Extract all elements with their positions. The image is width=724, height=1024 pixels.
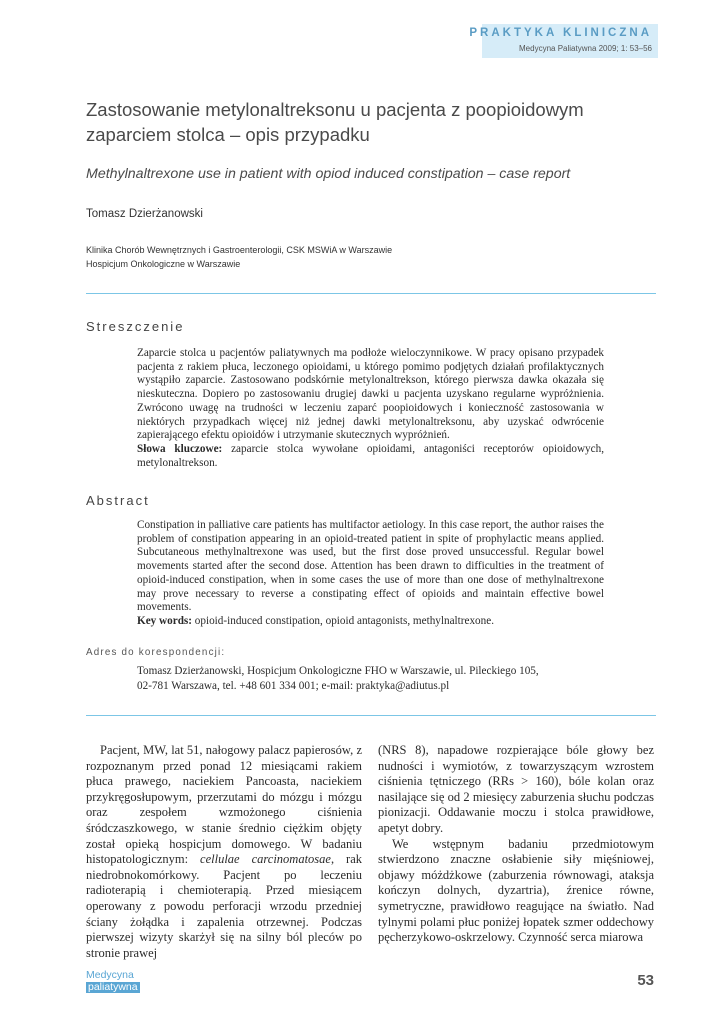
abstract-keywords [137, 615, 604, 629]
section-label: PRAKTYKA KLINICZNA [469, 27, 652, 39]
streszczenie-block [137, 347, 604, 470]
keywords-label-pl: Słowa kluczowe: [137, 442, 223, 455]
author-name: Tomasz Dzierżanowski [86, 208, 203, 220]
body-paragraph: We wstępnym badaniu przedmiotowym stwierdzono znaczne osłabienie siły mięśniowej, objawy móżdżkowe (zaburzenia równowagi, ataksja kończyn dolnych, dyzartria), źrenice równe, symetryczne, prawidłowo reagujące na światło. Nad tylnymi polami płuc poniżej łopatek szmer oddechowy pęcherzykowo-oskrzelowy. Czynność serca miarowa [378, 836, 654, 945]
heading-abstract: Abstract [86, 493, 150, 508]
article-title-en: Methylnaltrexone use in patient with opiod induced constipation – case report [86, 166, 571, 182]
affiliations [86, 243, 392, 271]
correspondence-line-1: Tomasz Dzierżanowski, Hospicjum Onkologiczne FHO w Warszawie, ul. Pileckiego 105, [137, 665, 539, 677]
abstract-text: Constipation in palliative care patients has multifactor aetiology. In this case report, the author raises the problem of constipation appearing in an opioid-treated patient in spite of prophylactic means applied. Subcutaneous methylnaltrexone was used, but the first dose proved unsuccessful. Regular bowel movements started after the second dose. Attention has been drawn to difficulties in the treatment of opioid-induced constipation, when in some cases the use of more than one dose of methylnaltrexone may prove necessary to reverse a constipating effect of opioids and maintain effective bowel movements. [137, 519, 604, 614]
streszczenie-text: Zaparcie stolca u pacjentów paliatywnych ma podłoże wieloczynnikowe. W pracy opisano przypadek pacjenta z rakiem płuca, leczonego opioidami, u którego pomimo podjętych działań profilaktycznych wystąpiło zaparcie. Zastosowano podskórnie metylonaltrekson, którego pierwsza dawka okazała się nieskuteczna. Dopiero po zastosowaniu drugiej dawki u pacjenta uzyskano regularne wypróżnienia. Zwrócono uwagę na trudności w leczeniu zaparć poopioidowych i konieczność zastosowania w niektórych przypadkach więcej niż jednej dawki metylonaltreksonu, aby uzyskać odwrócenie zapierającego efektu opioidów i utrzymanie skutecznych wypróżnień. [137, 347, 604, 442]
body-text: Pacjent, MW, lat 51, nałogowy palacz papierosów, z rozpoznanym przed ponad 12 miesiącami rakiem płuca prawego, naciekiem Pancoasta, naciekiem przykręgosłupowym, przerzutami do mózgu i mózgu oraz zespołem wzmożonego ciśnienia śródczaszkowego, w stanie średnio ciężkim objęty został opieką hospicjum domowego. W badaniu histopatologicznym: [86, 743, 362, 867]
body-column-left [86, 743, 362, 961]
article-title-pl: Zastosowanie metylonaltreksonu u pacjenta z poopioidowym zaparciem stolca – opis przypadku [86, 99, 584, 145]
correspondence-label: Adres do korespondencji: [86, 647, 226, 658]
keywords-label-en: Key words: [137, 614, 192, 627]
correspondence-line-2: 02-781 Warszawa, tel. +48 601 334 001; e-mail: praktyka@adiutus.pl [137, 679, 450, 692]
logo-line-1: Medycyna [86, 969, 134, 981]
correspondence-address [137, 664, 617, 693]
body-paragraph: (NRS 8), napadowe rozpierające bóle głowy bez nudności i wymiotów, z towarzyszącym wzrostem ciśnienia tętniczego (RRs > 160), bóle kolan oraz nasilające się od 2 miesięcy zaburzenia słuchu podczas pionizacji. Oddawanie moczu i stolca prawidłowe, apetyt dobry. [378, 743, 654, 835]
body-italic-term: cellulae carcinomatosae [200, 852, 331, 867]
body-text: , rak niedrobnokomórkowy. Pacjent po leczeniu radioterapią i chemioterapią. Przed miesiącem operowany z powodu perforacji wrzodu przedniej ściany żołądka i zapalenia otrzewnej. Podczas pierwszej wizyty skarżył się na silny ból pleców po stronie prawej [86, 852, 362, 960]
divider-bottom [86, 715, 656, 716]
logo-line-2: paliatywna [88, 981, 138, 993]
body-column-right [378, 743, 654, 946]
divider-top [86, 293, 656, 294]
affiliation-1: Klinika Chorób Wewnętrznych i Gastroenterologii, CSK MSWiA w Warszawie [86, 245, 393, 255]
journal-reference: Medycyna Paliatywna 2009; 1: 53–56 [519, 44, 652, 53]
abstract-block [137, 519, 604, 629]
page-number: 53 [637, 972, 654, 989]
keywords-pl: zaparcie stolca wywołane opioidami, antagoniści receptorów opioidowych, metylonaltrekson. [137, 442, 604, 469]
journal-logo [86, 970, 140, 993]
streszczenie-keywords [137, 443, 604, 470]
body-paragraph [86, 743, 362, 961]
heading-streszczenie: Streszczenie [86, 319, 185, 334]
keywords-en: opioid-induced constipation, opioid antagonists, methylnaltrexone. [194, 614, 495, 627]
affiliation-2: Hospicjum Onkologiczne w Warszawie [86, 259, 241, 269]
